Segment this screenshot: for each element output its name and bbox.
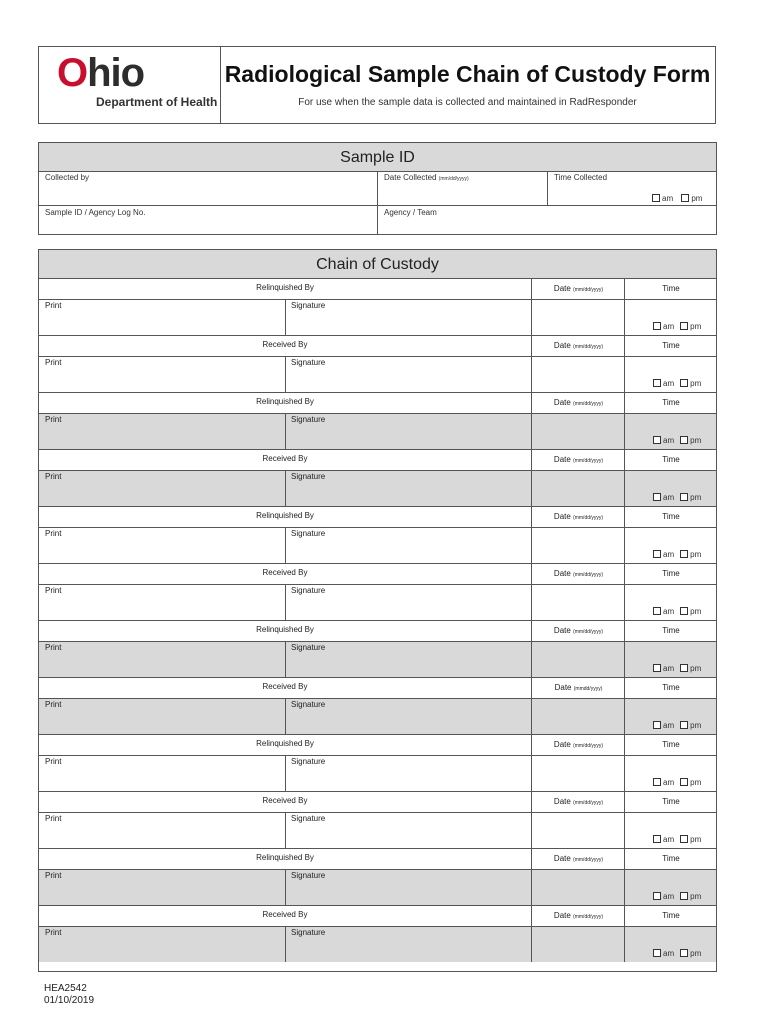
pm-checkbox[interactable] bbox=[680, 493, 688, 501]
role-label: Relinquished By bbox=[256, 283, 314, 292]
sample-id-label: Sample ID / Agency Log No. bbox=[45, 208, 146, 217]
time-header: Time bbox=[624, 792, 717, 812]
custody-entry: Relinquished By Date (mm/dd/yyyy) Time Print Signature am pm bbox=[39, 392, 716, 449]
am-checkbox[interactable] bbox=[653, 664, 661, 672]
pm-checkbox[interactable] bbox=[680, 379, 688, 387]
signature-field[interactable]: Signature bbox=[291, 643, 326, 652]
signature-field[interactable]: Signature bbox=[291, 871, 326, 880]
form-title: Radiological Sample Chain of Custody Form bbox=[224, 61, 711, 87]
am-checkbox[interactable] bbox=[653, 493, 661, 501]
custody-entry-header bbox=[39, 393, 716, 414]
time-header: Time bbox=[624, 564, 717, 584]
custody-entry-header bbox=[39, 906, 716, 927]
custody-entry-header bbox=[39, 507, 716, 528]
pm-checkbox[interactable] bbox=[680, 322, 688, 330]
pm-checkbox[interactable] bbox=[680, 550, 688, 558]
print-name-field[interactable]: Print bbox=[45, 301, 62, 310]
form-footer bbox=[44, 983, 94, 1007]
pm-checkbox[interactable] bbox=[680, 664, 688, 672]
am-checkbox[interactable] bbox=[652, 194, 660, 202]
am-checkbox[interactable] bbox=[653, 949, 661, 957]
custody-entry: Received By Date (mmdd/yyyy) Time Print Signature am pm bbox=[39, 677, 716, 734]
sample-id-heading: Sample ID bbox=[39, 143, 716, 172]
print-name-field[interactable]: Print bbox=[45, 415, 62, 424]
pm-checkbox[interactable] bbox=[680, 892, 688, 900]
role-label: Received By bbox=[262, 454, 308, 463]
ohio-logo-wordmark: Ohio bbox=[57, 51, 145, 95]
role-label: Received By bbox=[262, 796, 308, 805]
sample-id-field[interactable] bbox=[39, 206, 378, 234]
time-header: Time bbox=[624, 507, 717, 527]
custody-entry-header bbox=[39, 678, 716, 699]
custody-entry-header bbox=[39, 279, 716, 300]
sample-id-section bbox=[38, 142, 717, 235]
role-label: Relinquished By bbox=[256, 739, 314, 748]
agency-team-label: Agency / Team bbox=[384, 208, 437, 217]
custody-entry: Received By Date (mm/dd/yyyy) Time Print Signature am pm bbox=[39, 905, 716, 962]
time-header: Time bbox=[624, 450, 717, 470]
custody-entry: Relinquished By Date (mm/dd/yyyy) Time Print Signature am pm bbox=[39, 620, 716, 677]
custody-entry-header bbox=[39, 621, 716, 642]
form-header bbox=[38, 46, 716, 124]
custody-entry-header bbox=[39, 336, 716, 357]
time-header: Time bbox=[624, 393, 717, 413]
print-name-field[interactable]: Print bbox=[45, 757, 62, 766]
date-header: Date (mm/dd/yyyy) bbox=[531, 393, 625, 413]
time-header: Time bbox=[624, 336, 717, 356]
custody-entry: Received By Date (mm/dd/yyyy) Time Print Signature am pm bbox=[39, 563, 716, 620]
role-label: Relinquished By bbox=[256, 853, 314, 862]
print-name-field[interactable]: Print bbox=[45, 871, 62, 880]
print-name-field[interactable]: Print bbox=[45, 472, 62, 481]
am-checkbox[interactable] bbox=[653, 721, 661, 729]
role-label: Relinquished By bbox=[256, 511, 314, 520]
am-checkbox[interactable] bbox=[653, 607, 661, 615]
date-header: Date (mm/dd/yyyy) bbox=[531, 792, 625, 812]
signature-field[interactable]: Signature bbox=[291, 928, 326, 937]
date-header: Date (mm/dd/yyyy) bbox=[531, 906, 625, 926]
date-header: Date (mm/dd/yyyy) bbox=[531, 450, 625, 470]
date-header: Date (mm/dd/yyyy) bbox=[531, 849, 625, 869]
signature-field[interactable]: Signature bbox=[291, 472, 326, 481]
chain-of-custody-section bbox=[38, 249, 717, 972]
ohio-logo bbox=[39, 47, 221, 123]
form-date: 01/10/2019 bbox=[44, 995, 95, 1006]
time-collected-label: Time Collected bbox=[554, 173, 608, 182]
pm-checkbox[interactable] bbox=[680, 778, 688, 786]
custody-entry-header bbox=[39, 792, 716, 813]
print-name-field[interactable]: Print bbox=[45, 700, 62, 709]
time-header: Time bbox=[624, 621, 717, 641]
collected-by-label: Collected by bbox=[45, 173, 90, 182]
print-name-field[interactable]: Print bbox=[45, 358, 62, 367]
signature-field[interactable]: Signature bbox=[291, 529, 326, 538]
signature-field[interactable]: Signature bbox=[291, 700, 326, 709]
date-format-hint: (mm/dd/yyyy) bbox=[438, 176, 469, 182]
pm-checkbox[interactable] bbox=[681, 194, 689, 202]
date-header: Date (mm/dd/yyyy) bbox=[531, 507, 625, 527]
print-name-field[interactable]: Print bbox=[45, 529, 62, 538]
date-header: Date (mm/dd/yyyy) bbox=[531, 564, 625, 584]
time-collected-field[interactable]: Time Collected am pm bbox=[548, 171, 716, 206]
role-label: Received By bbox=[262, 682, 308, 691]
custody-entry: Received By Date (mm/dd/yyyy) Time Print Signature am pm bbox=[39, 335, 716, 392]
am-checkbox[interactable] bbox=[653, 436, 661, 444]
signature-field[interactable]: Signature bbox=[291, 415, 326, 424]
time-header: Time bbox=[624, 906, 717, 926]
custody-entry: Relinquished By Date (mm/dd/yyyy) Time Print Signature am pm bbox=[39, 278, 716, 335]
date-collected-field[interactable] bbox=[378, 171, 548, 206]
am-checkbox[interactable] bbox=[653, 835, 661, 843]
date-header: Date (mm/dd/yyyy) bbox=[531, 336, 625, 356]
pm-checkbox[interactable] bbox=[680, 607, 688, 615]
date-header: Date (mm/dd/yyyy) bbox=[531, 735, 625, 755]
role-label: Relinquished By bbox=[256, 625, 314, 634]
role-label: Received By bbox=[262, 910, 308, 919]
date-header: Date (mmdd/yyyy) bbox=[531, 678, 625, 698]
time-header: Time bbox=[624, 849, 717, 869]
collected-by-field[interactable] bbox=[39, 171, 378, 206]
print-name-field[interactable]: Print bbox=[45, 643, 62, 652]
custody-entry: Relinquished By Date (mm/dd/yyyy) Time Print Signature am pm bbox=[39, 734, 716, 791]
pm-checkbox[interactable] bbox=[680, 949, 688, 957]
signature-field[interactable]: Signature bbox=[291, 358, 326, 367]
form-subtitle: For use when the sample data is collected and maintained in RadResponder bbox=[298, 97, 637, 108]
am-checkbox[interactable] bbox=[653, 550, 661, 558]
signature-field[interactable]: Signature bbox=[291, 814, 326, 823]
custody-entry: Relinquished By Date (mm/dd/yyyy) Time Print Signature am pm bbox=[39, 848, 716, 905]
role-label: Received By bbox=[262, 340, 308, 349]
role-label: Relinquished By bbox=[256, 397, 314, 406]
signature-field[interactable]: Signature bbox=[291, 586, 326, 595]
logo-department-text: Department of Health bbox=[96, 95, 218, 109]
custody-entry-header bbox=[39, 564, 716, 585]
signature-field[interactable]: Signature bbox=[291, 301, 326, 310]
date-header: Date (mm/dd/yyyy) bbox=[531, 621, 625, 641]
am-checkbox[interactable] bbox=[653, 892, 661, 900]
chain-of-custody-heading: Chain of Custody bbox=[39, 250, 716, 278]
time-header: Time bbox=[624, 735, 717, 755]
print-name-field[interactable]: Print bbox=[45, 814, 62, 823]
pm-checkbox[interactable] bbox=[680, 835, 688, 843]
time-header: Time bbox=[624, 678, 717, 698]
date-collected-label: Date Collected bbox=[384, 173, 437, 182]
custody-entry: Relinquished By Date (mm/dd/yyyy) Time Print Signature am pm bbox=[39, 506, 716, 563]
role-label: Received By bbox=[262, 568, 308, 577]
am-checkbox[interactable] bbox=[653, 778, 661, 786]
date-header: Date (mm/dd/yyyy) bbox=[531, 279, 625, 299]
pm-checkbox[interactable] bbox=[680, 721, 688, 729]
custody-entry-header bbox=[39, 450, 716, 471]
agency-team-field[interactable] bbox=[378, 206, 716, 234]
form-number: HEA2542 bbox=[44, 983, 87, 994]
pm-checkbox[interactable] bbox=[680, 436, 688, 444]
custody-entry: Received By Date (mm/dd/yyyy) Time Print Signature am pm bbox=[39, 791, 716, 848]
time-header: Time bbox=[624, 279, 717, 299]
custody-entry-header bbox=[39, 849, 716, 870]
am-checkbox[interactable] bbox=[653, 379, 661, 387]
am-checkbox[interactable] bbox=[653, 322, 661, 330]
print-name-field[interactable]: Print bbox=[45, 586, 62, 595]
custody-entry: Received By Date (mm/dd/yyyy) Time Print Signature am pm bbox=[39, 449, 716, 506]
print-name-field[interactable]: Print bbox=[45, 928, 62, 937]
custody-entry-header bbox=[39, 735, 716, 756]
signature-field[interactable]: Signature bbox=[291, 757, 326, 766]
